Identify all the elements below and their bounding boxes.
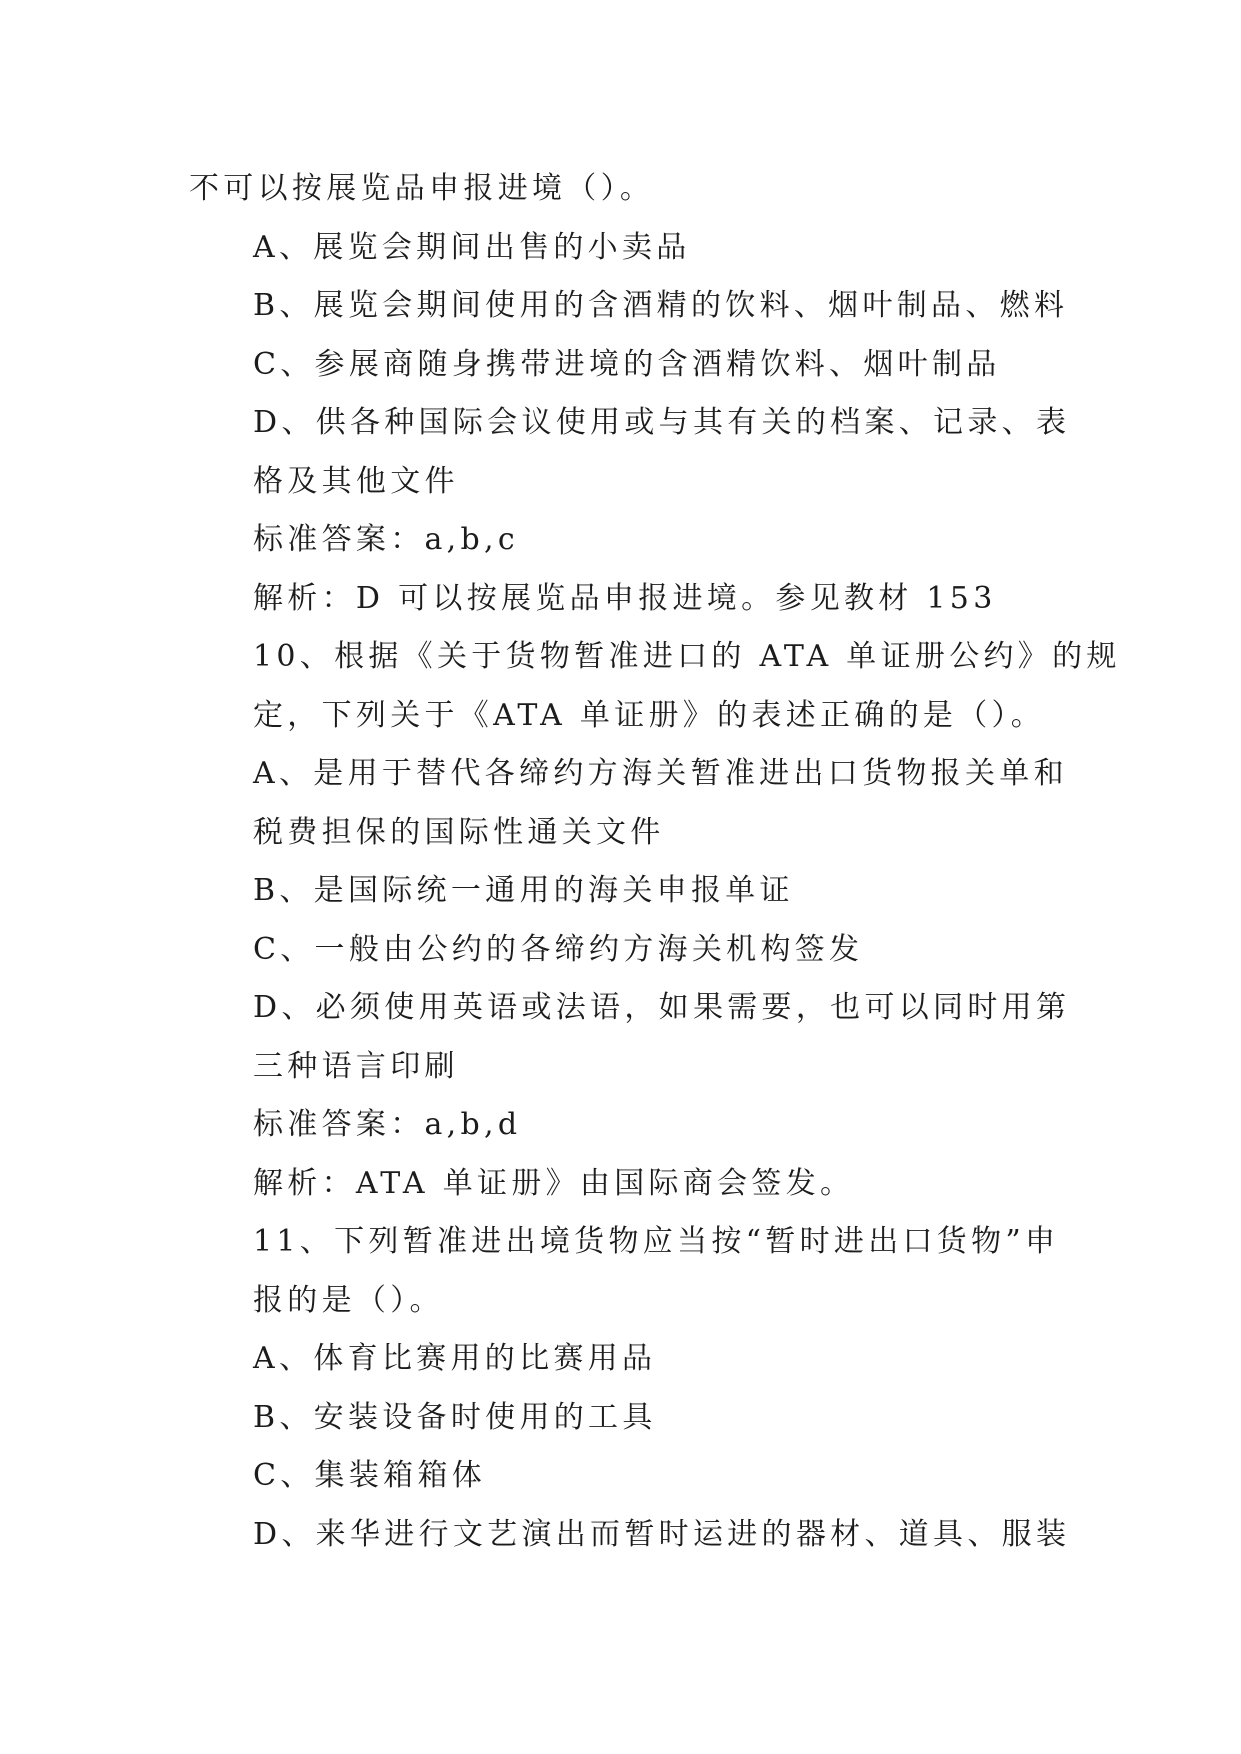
text-line: 三种语言印刷: [253, 1048, 459, 1084]
text-line: B、是国际统一通用的海关申报单证: [253, 873, 794, 908]
text-line: 解析：ATA 单证册》由国际商会签发。: [253, 1165, 855, 1201]
document-page: [189, 160, 1121, 1564]
text-line: 定，下列关于《ATA 单证册》的表述正确的是（）。: [253, 697, 1046, 733]
text-line: D、供各种国际会议使用或与其有关的档案、记录、表: [253, 405, 1071, 440]
text-line: C、一般由公约的各缔约方海关机构签发: [253, 931, 864, 967]
paragraph: [189, 277, 1069, 336]
paragraph: [189, 1389, 1059, 1448]
paragraph: [189, 160, 1059, 219]
paragraph: [189, 921, 1059, 980]
text-line: 解析：D 可以按展览品申报进境。参见教材 153: [253, 580, 997, 616]
paragraph: [189, 394, 1071, 511]
text-line: A、体育比赛用的比赛用品: [253, 1341, 657, 1376]
paragraph: [189, 1155, 1059, 1214]
paragraph: [189, 511, 1059, 570]
text-line: D、来华进行文艺演出而暂时运进的器材、道具、服装: [253, 1516, 1071, 1552]
text-line: C、参展商随身携带进境的含酒精饮料、烟叶制品: [253, 346, 1001, 382]
paragraph: [189, 1506, 1071, 1565]
paragraph: [189, 1447, 1059, 1506]
text-line: A、展览会期间出售的小卖品: [253, 229, 691, 265]
text-line: 11、下列暂准进出境货物应当按“暂时进出口货物”申: [253, 1224, 1060, 1259]
text-line: D、必须使用英语或法语，如果需要，也可以同时用第: [253, 990, 1071, 1025]
text-line: A、是用于替代各缔约方海关暂准进出口货物报关单和: [253, 756, 1068, 791]
paragraph: [189, 979, 1071, 1096]
paragraph: [189, 219, 1059, 278]
paragraph: [189, 1213, 1059, 1330]
text-line: 10、根据《关于货物暂准进口的 ATA 单证册公约》的规: [253, 639, 1121, 674]
text-line: 格及其他文件: [253, 463, 459, 499]
text-line: B、安装设备时使用的工具: [253, 1399, 657, 1435]
text-line: B、展览会期间使用的含酒精的饮料、烟叶制品、燃料: [253, 288, 1069, 323]
paragraph: [189, 1096, 1059, 1155]
paragraph: [189, 336, 1059, 395]
text-line: 税费担保的国际性通关文件: [253, 814, 665, 850]
paragraph: [189, 570, 1059, 629]
paragraph: [189, 1330, 1059, 1389]
paragraph: [189, 745, 1068, 862]
text-line: 报的是（）。: [253, 1282, 444, 1318]
paragraph: [189, 628, 1121, 745]
text-line: 不可以按展览品申报进境（）。: [189, 171, 655, 206]
text-line: 标准答案：a,b,c: [253, 522, 519, 557]
text-line: C、集装箱箱体: [253, 1458, 487, 1493]
paragraph: [189, 862, 1059, 921]
text-line: 标准答案：a,b,d: [253, 1107, 522, 1142]
